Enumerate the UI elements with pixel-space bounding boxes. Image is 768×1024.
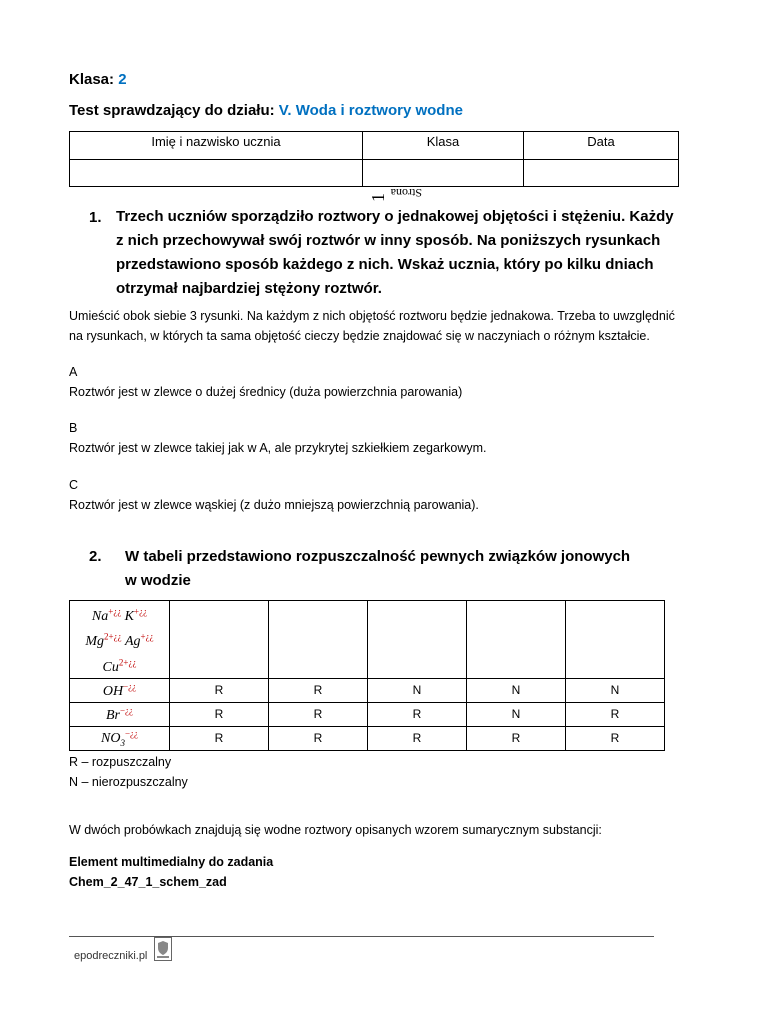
page-word: Strona xyxy=(390,186,422,200)
anion-oh: OH−¿¿ xyxy=(70,678,170,702)
option-b xyxy=(69,418,486,458)
option-text: Roztwór jest w zlewce takiej jak w A, ale przykrytej szkiełkiem zegarkowym. xyxy=(69,441,487,455)
class-label: Klasa: xyxy=(69,71,115,88)
cation-k: K+¿¿ xyxy=(124,606,148,624)
table-cell: R xyxy=(566,726,665,750)
test-title xyxy=(69,102,463,119)
q1-line: otrzymał najbardziej stężony roztwór. xyxy=(116,280,382,297)
cation-na: Na+¿¿ xyxy=(91,606,122,624)
q2-line: w wodzie xyxy=(125,572,191,589)
page-number xyxy=(366,148,422,202)
table-cell: N xyxy=(368,678,467,702)
table-cell: R xyxy=(170,702,269,726)
header-cell xyxy=(170,601,269,679)
q1-text xyxy=(116,205,716,301)
date-field[interactable] xyxy=(524,160,679,187)
name-field[interactable] xyxy=(70,160,363,187)
header-cell xyxy=(467,601,566,679)
table-row-oh xyxy=(70,678,665,702)
legend xyxy=(69,752,188,792)
cation-ag: Ag+¿¿ xyxy=(124,631,154,650)
table-row-br xyxy=(70,702,665,726)
test-topic: V. Woda i roztwory wodne xyxy=(278,102,463,119)
table-cell: N xyxy=(467,702,566,726)
q1-line: z nich przechowywał swój roztwór w inny sposób. Na poniższych rysunkach xyxy=(116,232,661,249)
date-header: Data xyxy=(524,132,679,160)
test-label: Test sprawdzający do działu: xyxy=(69,102,275,119)
solubility-table xyxy=(69,600,665,751)
table-cell: N xyxy=(566,678,665,702)
table-cell: R xyxy=(269,726,368,750)
q2-description: W dwóch probówkach znajdują się wodne roztwory opisanych wzorem sumarycznym substancji: xyxy=(69,823,602,837)
footer-site[interactable]: epodreczniki.pl xyxy=(74,950,148,962)
name-header: Imię i nazwisko ucznia xyxy=(70,132,363,160)
table-cell: R xyxy=(170,678,269,702)
option-text: Roztwór jest w zlewce wąskiej (z dużo mniejszą powierzchnią parowania). xyxy=(69,498,479,512)
class-header: Klasa xyxy=(363,132,524,160)
class-value: 2 xyxy=(118,71,127,88)
cation-header xyxy=(70,601,170,679)
option-text: Roztwór jest w zlewce o dużej średnicy (duża powierzchnia parowania) xyxy=(69,385,463,399)
cation-mg: $Mg^{2+¿¿}$ xyxy=(85,631,122,650)
header-cell xyxy=(269,601,368,679)
table-cell: R xyxy=(170,726,269,750)
class-line xyxy=(69,71,127,88)
legend-item: R – rozpuszczalny xyxy=(69,755,172,769)
legend-item: N – nierozpuszczalny xyxy=(69,775,188,789)
class-field[interactable] xyxy=(363,160,524,187)
option-a xyxy=(69,362,462,402)
table-cell: R xyxy=(269,702,368,726)
q1-number: 1. xyxy=(89,209,102,226)
q1-note xyxy=(69,306,749,346)
q1-line: przedstawiono sposób każdego z nich. Wskaż ucznia, który po kilku dniach xyxy=(116,256,654,273)
shield-icon xyxy=(154,937,172,961)
table-row-no3 xyxy=(70,726,665,750)
page-num: 1 xyxy=(368,193,388,202)
note-line: na rysunkach, w których ta sama objętość cieczy będzie znajdować się w naczyniach o różnym kształcie. xyxy=(69,329,650,343)
option-c xyxy=(69,475,479,515)
table-cell: N xyxy=(467,678,566,702)
table-cell: R xyxy=(368,726,467,750)
anion-br: Br−¿¿ xyxy=(70,702,170,726)
option-letter: B xyxy=(69,421,78,435)
note-line: Umieścić obok siebie 3 rysunki. Na każdym z nich objętość roztworu będzie jednakowa. Trzeba to uwzględnić xyxy=(69,309,675,323)
cation-cu: $Cu^{2+¿¿}$ xyxy=(102,657,137,675)
table-cell: R xyxy=(467,726,566,750)
table-cell: R xyxy=(269,678,368,702)
q1-line: Trzech uczniów sporządziło roztwory o jednakowej objętości i stężeniu. Każdy xyxy=(116,208,674,225)
q2-number: 2. xyxy=(89,548,102,565)
q2-line: W tabeli przedstawiono rozpuszczalność pewnych związków jonowych xyxy=(125,548,631,565)
q2-text xyxy=(125,545,705,593)
multimedia-label: Element multimedialny do zadania xyxy=(69,855,274,869)
header-cell xyxy=(368,601,467,679)
option-letter: C xyxy=(69,478,79,492)
table-cell: R xyxy=(368,702,467,726)
multimedia-block xyxy=(69,852,273,892)
option-letter: A xyxy=(69,365,78,379)
table-cell: R xyxy=(566,702,665,726)
anion-no3: $NO_3^{-¿¿}$ xyxy=(70,726,170,750)
header-cell xyxy=(566,601,665,679)
multimedia-id: Chem_2_47_1_schem_zad xyxy=(69,875,227,889)
